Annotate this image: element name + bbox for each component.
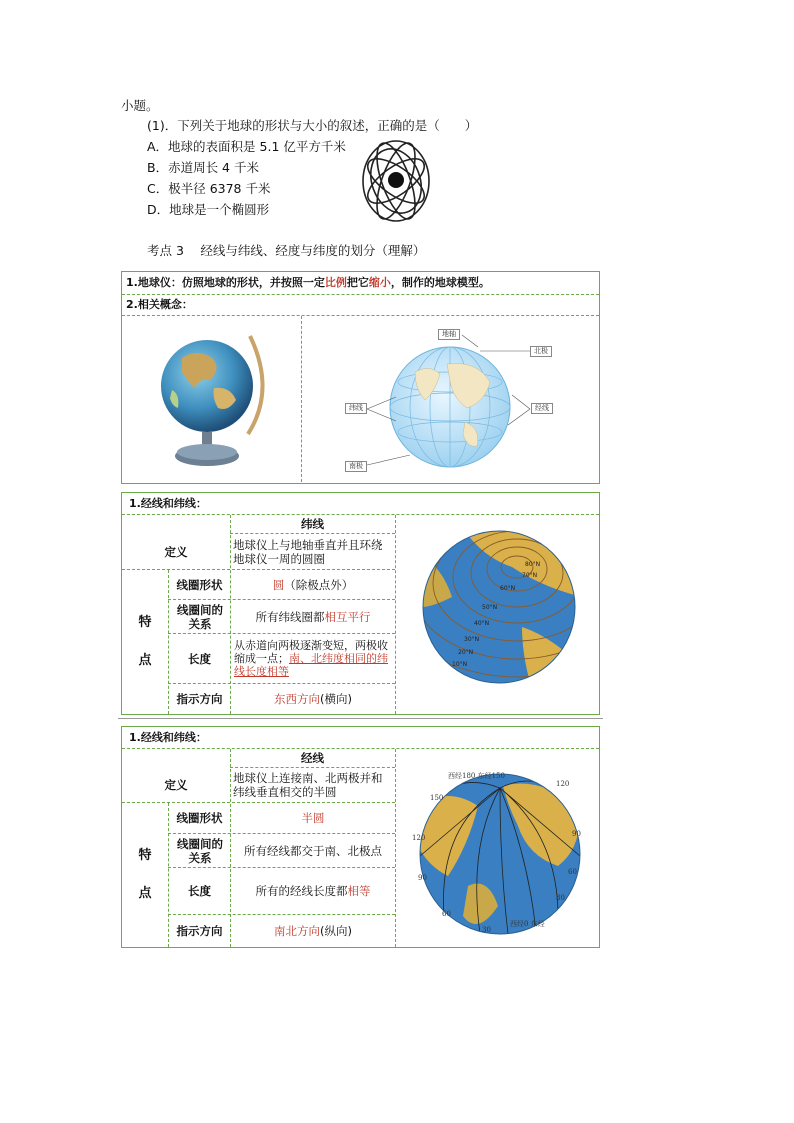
label-longitude: 经线 bbox=[531, 403, 553, 414]
lat-label-60: 60°N bbox=[500, 585, 516, 592]
lon-label-e90: 90 bbox=[572, 830, 581, 838]
question-stem: (1)．下列关于地球的形状与大小的叙述，正确的是（ ） bbox=[147, 118, 478, 133]
lat-row-direction-label: 指示方向 bbox=[176, 692, 223, 706]
lon-row-direction-value: 南北方向 (纵向) bbox=[274, 924, 352, 938]
label-south-pole: 南极 bbox=[345, 461, 367, 472]
lat-row-length-label: 长度 bbox=[188, 651, 211, 666]
globe-on-stand-image bbox=[152, 328, 270, 474]
lon-row-relation-label: 线圈间的关系 bbox=[177, 836, 223, 865]
lat-label-30: 30°N bbox=[464, 636, 480, 643]
option-b[interactable]: B．赤道周长 4 千米 bbox=[147, 160, 259, 175]
lon-row-shape-value: 半圆 bbox=[301, 811, 325, 825]
label-axis: 地轴 bbox=[438, 329, 460, 340]
lat-def-label: 定义 bbox=[164, 544, 188, 559]
lat-label-70: 70°N bbox=[522, 572, 538, 579]
lon-def-label: 定义 bbox=[164, 778, 188, 792]
lon-def-value: 地球仪上连接南、北两极并和纬线垂直相交的半圆 bbox=[233, 771, 383, 799]
lon-label-top: 西经180 东经150 bbox=[448, 772, 505, 780]
lat-label-80: 80°N bbox=[525, 561, 541, 568]
option-c[interactable]: C．极半径 6378 千米 bbox=[147, 181, 271, 196]
section-title: 考点 3 经线与纬线、经度与纬度的划分（理解） bbox=[147, 243, 426, 258]
option-a[interactable]: A．地球的表面积是 5.1 亿平方千米 bbox=[147, 139, 346, 154]
lat-label-50: 50°N bbox=[482, 604, 498, 611]
lat-row-shape-value: 圆 （除极点外） bbox=[272, 577, 354, 592]
lat-label-10: 10°N bbox=[452, 661, 468, 668]
lon-row-relation-value: 所有经线都交于南、北极点 bbox=[244, 843, 382, 858]
lon-table-title: 1.经线和纬线： bbox=[129, 731, 207, 744]
lat-label-40: 40°N bbox=[474, 620, 490, 627]
lon-label-e60: 60 bbox=[568, 868, 577, 876]
lon-label-e120: 120 bbox=[556, 780, 570, 788]
intro-text: 小题。 bbox=[121, 98, 159, 113]
lat-row-relation-value: 所有纬线圈都 相互平行 bbox=[255, 609, 371, 624]
lon-feature-label: 特 点 bbox=[138, 848, 152, 901]
lon-label-w30: 30 bbox=[482, 926, 491, 934]
longitude-globe-image bbox=[408, 766, 588, 938]
lat-row-length-value: 从赤道向两极逐渐变短，两极收缩成一点；南、北纬度相同的纬线长度相等 bbox=[234, 639, 388, 678]
lon-label-w60: 60 bbox=[442, 910, 451, 918]
lat-row-relation-label: 线圈间的关系 bbox=[177, 602, 223, 631]
lon-label-e30: 30 bbox=[556, 894, 565, 902]
wireframe-globe-figure bbox=[358, 135, 434, 227]
lon-row-shape-label: 线圈形状 bbox=[176, 811, 223, 825]
lon-header: 经线 bbox=[301, 751, 324, 765]
lon-label-w150: 150 bbox=[430, 794, 444, 802]
lon-label-w120: 120 bbox=[412, 834, 426, 842]
lon-row-length-value: 所有的经线长度都 相等 bbox=[255, 884, 371, 898]
option-d[interactable]: D．地球是一个椭圆形 bbox=[147, 202, 270, 217]
lat-row-shape-label: 线圈形状 bbox=[176, 577, 223, 592]
section-divider bbox=[118, 718, 603, 719]
lat-feature-label: 特 点 bbox=[138, 615, 152, 668]
lat-label-20: 20°N bbox=[458, 649, 474, 656]
lon-label-w90: 90 bbox=[418, 874, 427, 882]
latitude-globe-image bbox=[422, 527, 576, 689]
label-leader-lines bbox=[340, 325, 540, 475]
lat-header: 纬线 bbox=[301, 517, 324, 531]
related-concepts-label: 2.相关概念： bbox=[126, 298, 193, 311]
lon-row-length-label: 长度 bbox=[188, 884, 211, 898]
lon-label-bottom: 西经0 东经 bbox=[510, 920, 545, 928]
label-latitude: 纬线 bbox=[345, 403, 367, 414]
lat-row-direction-value: 东西方向 (横向) bbox=[274, 692, 352, 706]
globe-definition: 1.地球仪：仿照地球的形状，并按照一定比例把它缩小，制作的地球模型。 bbox=[126, 276, 490, 289]
lon-row-direction-label: 指示方向 bbox=[176, 924, 223, 938]
label-north-pole: 北极 bbox=[530, 346, 552, 357]
lat-def-value: 地球仪上与地轴垂直并且环绕地球仪一周的圆圈 bbox=[233, 537, 383, 566]
lat-table-title: 1.经线和纬线： bbox=[129, 497, 207, 510]
